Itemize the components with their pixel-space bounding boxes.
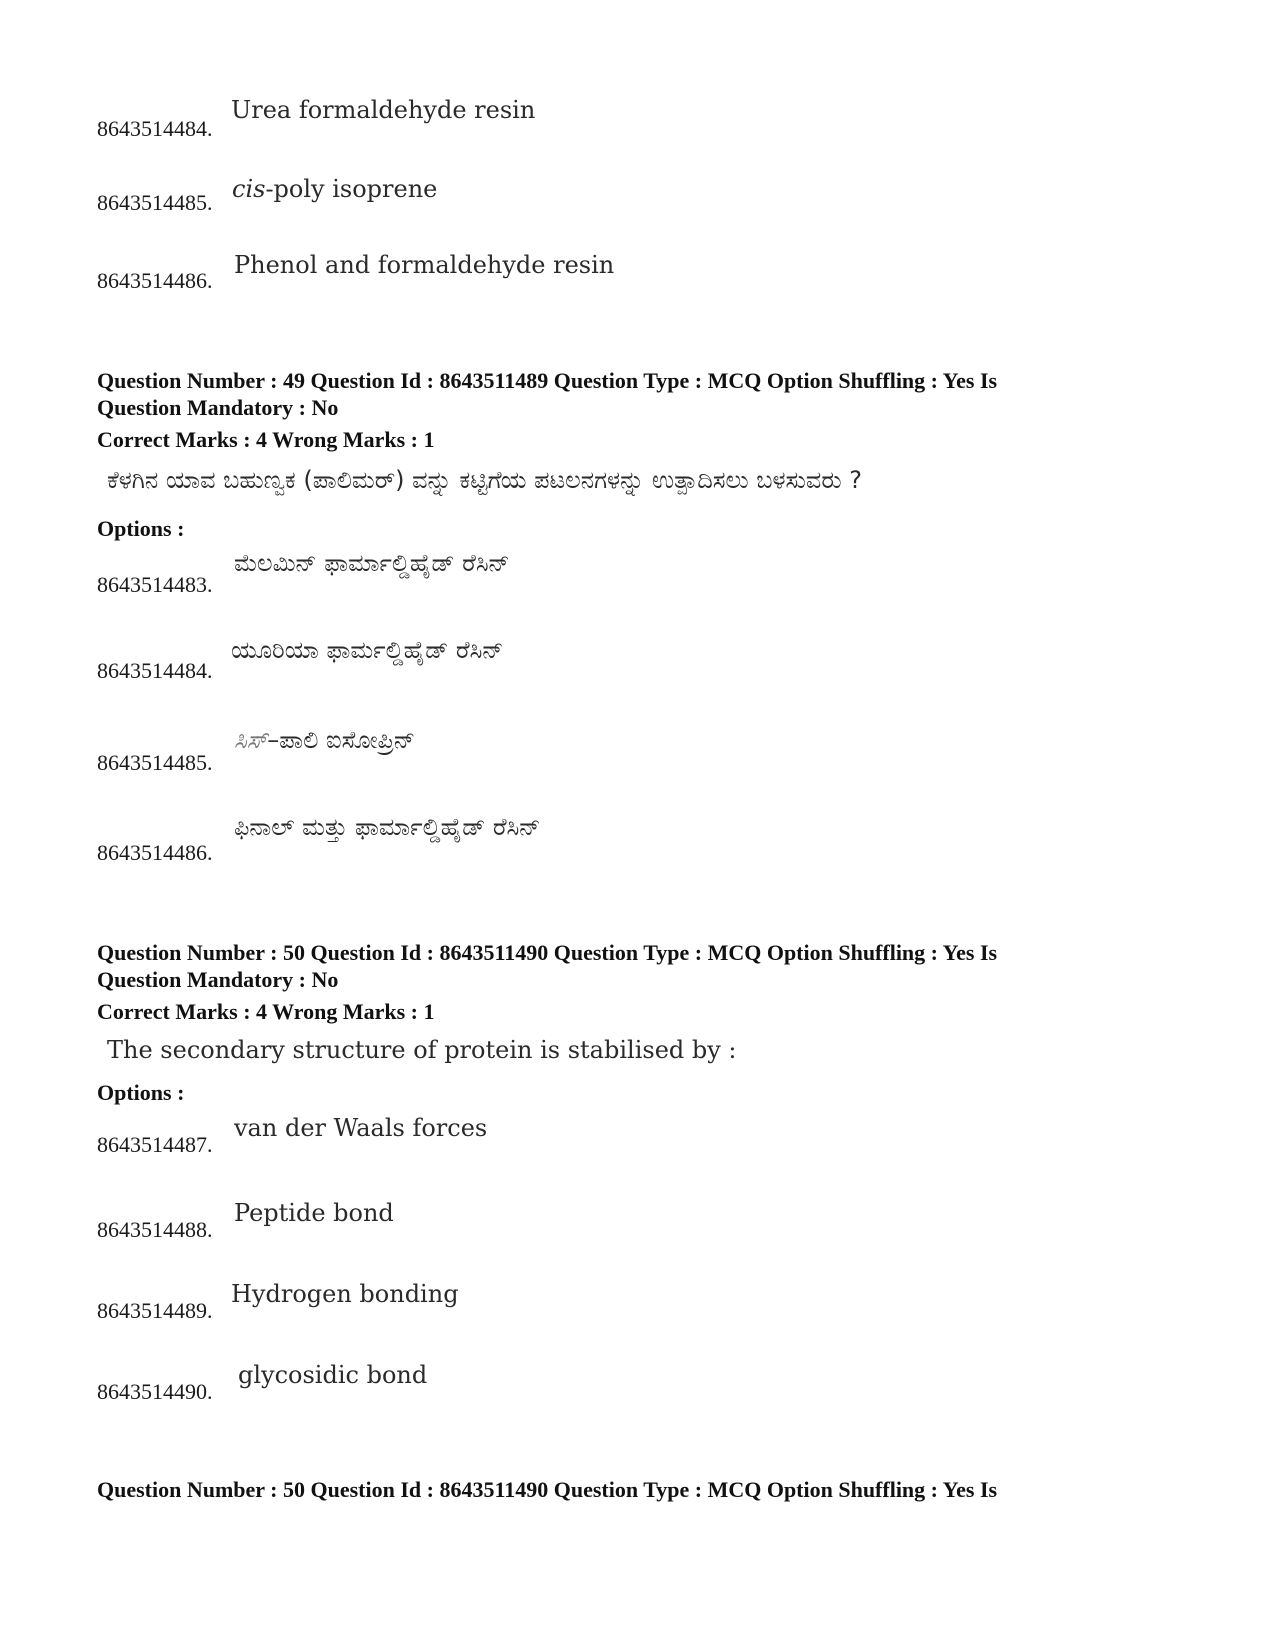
option-text: Hydrogen bonding	[231, 1280, 459, 1308]
option-text	[232, 175, 437, 203]
option-id: 8643514484.	[97, 116, 213, 141]
option-text-italic: cis	[232, 175, 266, 203]
option-id: 8643514488.	[97, 1217, 213, 1242]
option-text: glycosidic bond	[238, 1361, 428, 1389]
option-id: 8643514483.	[97, 572, 213, 597]
question-header: Question Number : 50 Question Id : 8643511490 Question Type : MCQ Option Shuffling : Yes Is	[97, 940, 998, 965]
option-id: 8643514485.	[97, 750, 213, 775]
question-text: The secondary structure of protein is stabilised by :	[107, 1036, 737, 1064]
option-text-rest: -poly isoprene	[265, 175, 438, 203]
option-text: Peptide bond	[234, 1199, 394, 1227]
option-text: ಮೆಲಮಿನ್ ಫಾರ್ಮಾಲ್ಡಿಹೈಡ್ ರೆಸಿನ್	[234, 549, 510, 577]
option-text: Phenol and formaldehyde resin	[234, 251, 615, 279]
question-mandatory: Question Mandatory : No	[97, 967, 339, 992]
option-id: 8643514484.	[97, 658, 213, 683]
question-marks: Correct Marks : 4 Wrong Marks : 1	[97, 999, 435, 1024]
option-id: 8643514486.	[97, 268, 213, 293]
option-text: van der Waals forces	[234, 1114, 488, 1142]
question-header: Question Number : 49 Question Id : 8643511489 Question Type : MCQ Option Shuffling : Yes Is	[97, 368, 998, 393]
options-label: Options :	[97, 516, 185, 541]
option-text: Urea formaldehyde resin	[231, 96, 536, 124]
option-id: 8643514489.	[97, 1298, 213, 1323]
option-text: ಫಿನಾಲ್ ಮತ್ತು ಫಾರ್ಮಾಲ್ಡಿಹೈಡ್ ರೆಸಿನ್	[234, 813, 541, 841]
option-text-italic: ಸಿಸ್	[234, 726, 268, 754]
option-id: 8643514485.	[97, 190, 213, 215]
question-marks: Correct Marks : 4 Wrong Marks : 1	[97, 427, 435, 452]
question-text: ಕೆಳಗಿನ ಯಾವ ಬಹುಣ್ವಕ (ಪಾಲಿಮರ್) ವನ್ನು ಕಟ್ಟಿಗೆಯ ಪಟಲನಗಳನ್ನು ಉತ್ಪಾದಿಸಲು ಬಳಸುವರು ?	[107, 466, 863, 494]
option-id: 8643514486.	[97, 840, 213, 865]
option-text: ಯೂರಿಯಾ ಫಾರ್ಮಲ್ಡಿಹೈಡ್ ರೆಸಿನ್	[231, 636, 504, 664]
option-id: 8643514490.	[97, 1379, 213, 1404]
option-id: 8643514487.	[97, 1132, 213, 1157]
option-text	[234, 726, 415, 754]
option-text-rest: –ಪಾಲಿ ಐಸೋಪ್ರಿನ್	[267, 726, 416, 754]
options-label: Options :	[97, 1080, 185, 1105]
question-header: Question Number : 50 Question Id : 8643511490 Question Type : MCQ Option Shuffling : Yes Is	[97, 1477, 998, 1502]
question-mandatory: Question Mandatory : No	[97, 395, 339, 420]
